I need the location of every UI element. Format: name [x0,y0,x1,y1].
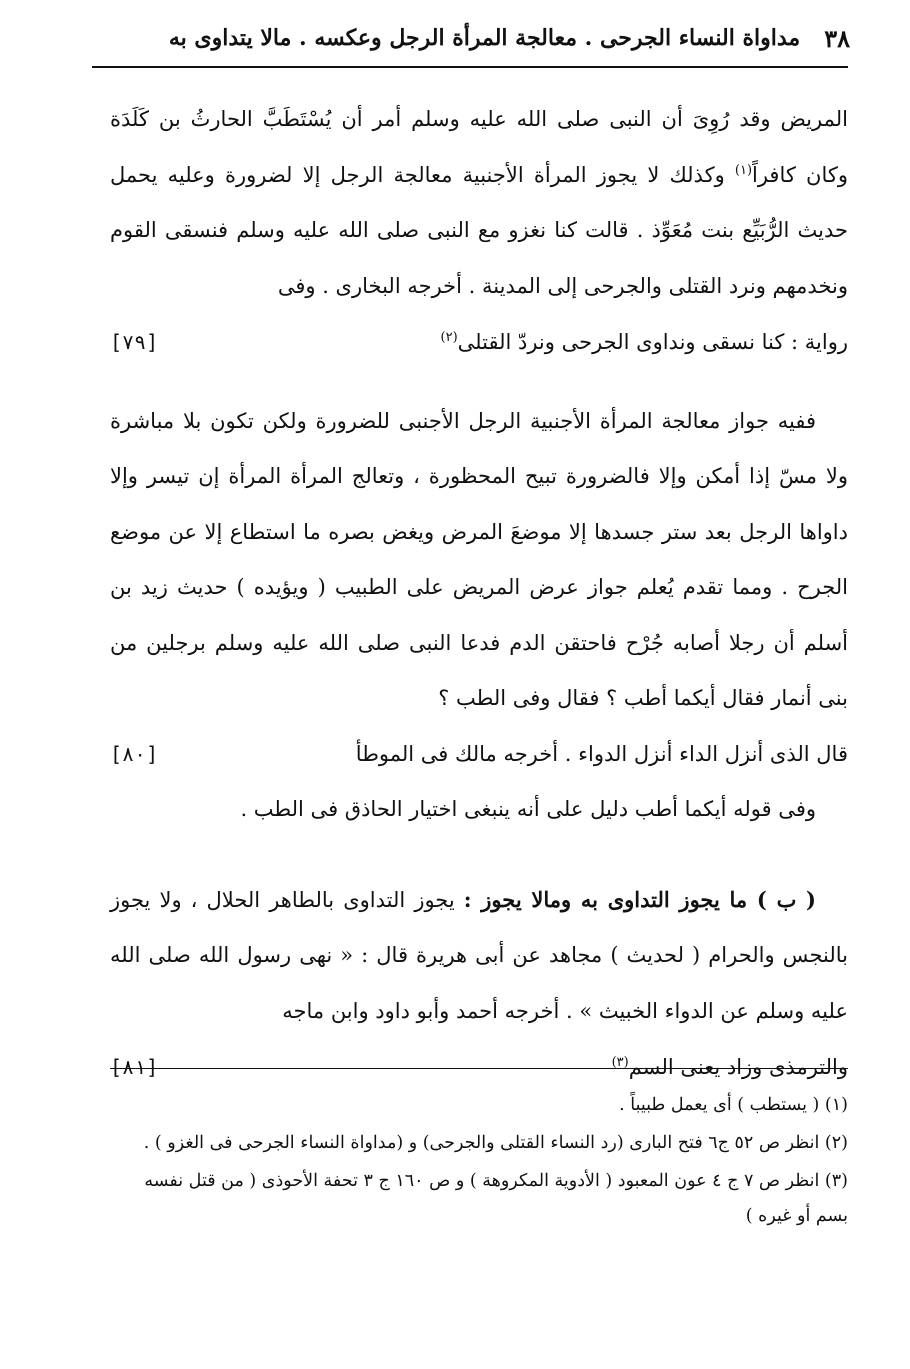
paragraph-1 [110,92,848,314]
paragraph-4 [110,872,848,1040]
paragraph-2-last-text: قال الذى أنزل الداء أنزل الدواء . أخرجه مالك فى الموطأ [355,742,848,767]
footnote-2: (٢) انظر ص ٥٢ ج٦ فتح البارى (رد النساء القتلى والجرحى) و (مداواة النساء الجرحى فى الغزو ) . [143,1133,848,1153]
paragraph-2-last-line [110,727,848,783]
paragraph-4-last-text: والترمذى وزاد يعنى السم [628,1054,848,1079]
paragraph-1-text-cont: وكذلك لا يجوز المرأة الأجنبية معالجة الرجل إلا لضرورة وعليه يحمل حديث الرُّبَيِّع بنت مُعَوِّذ . قالت كنا نغزو مع النبى صلى الله عليه وسلم فنسقى القوم ونخدمهم ونرد القتلى والجرحى إلى المدينة . أخرجه البخارى . وفى [110,162,848,298]
section-heading-b: ( ب ) ما يجوز التداوى به ومالا يجوز : [463,886,816,912]
reference-number-81: [٨١] [110,1054,159,1079]
paragraph-3: وفى قوله أيكما أطب دليل على أنه ينبغى اختيار الحاذق فى الطب . [240,797,816,821]
footnotes [110,1088,848,1237]
page-number: ٣٨ [824,23,850,53]
paragraph-4-last-line-text [612,1055,848,1079]
paragraph-1-last-text: رواية : كنا نسقى ونداوى الجرحى ونردّ القتلى [457,329,848,354]
footnote-3: (٣) انظر ص ٧ ج ٤ عون المعبود ( الأدوية المكروهة ) و ص ١٦٠ ج ٣ تحفة الأحوذى ( من قتل نفسه بسم أو غيره ) [144,1171,848,1226]
footnote-1: (١) ( يستطب ) أى يعمل طبيباً . [619,1095,848,1115]
footnote-mark-2: (٢) [440,329,458,345]
footnote-mark-1: (١) [734,162,753,178]
page-header [110,18,850,58]
paragraph-1-last-line-text [441,330,848,354]
paragraph-1-last-line [110,314,848,370]
running-title: مداواة النساء الجرحى . معالجة المرأة الرجل وعكسه . مالا يتداوى به [168,25,801,51]
paragraph-4-last-line [110,1039,848,1095]
reference-number-80: [٨٠] [110,742,159,767]
header-rule [92,66,848,68]
paragraph-2: ففيه جواز معالجة المرأة الأجنبية الرجل الأجنبى للضرورة ولكن تكون بلا مباشرة ولا مسّ إذا أمكن وإلا فالضرورة تبيح المحظورة ، وتعالج المرأة المرأة إن تيسر وإلا داواها الرجل بعد ستر جسدها إلا موضعَ المرض ويغض بصره ما استطاع إلا عن موضع الجرح . ومما تقدم يُعلم جواز عرض المريض على الطبيب ( ويؤيده ) حديث زيد بن أسلم أن رجلا أصابه جُرْح فاحتقن الدم فدعا النبى صلى الله عليه وسلم برجلين من بنى أنمار فقال أيكما أطب ؟ فقال وفى الطب ؟ [110,408,848,710]
reference-number-79: [٧٩] [110,329,159,354]
footnote-rule [110,1068,848,1069]
footnote-mark-3: (٣) [611,1054,629,1070]
paragraph-4-text: يجوز التداوى بالطاهر الحلال ، ولا يجوز بالنجس والحرام ( لحديث ) مجاهد عن أبى هريرة قال : « نهى رسول الله صلى الله عليه وسلم عن الدواء الخبيث » . أخرجه أحمد وأبو داود وابن ماجه [110,887,848,1023]
paragraph-1-text: المريض وقد رُوِىَ أن النبى صلى الله عليه وسلم أمر أن يُسْتَطَبَّ الحارثُ بن كَلَدَة وكان كافراً [110,107,848,187]
body-text [110,92,848,1095]
